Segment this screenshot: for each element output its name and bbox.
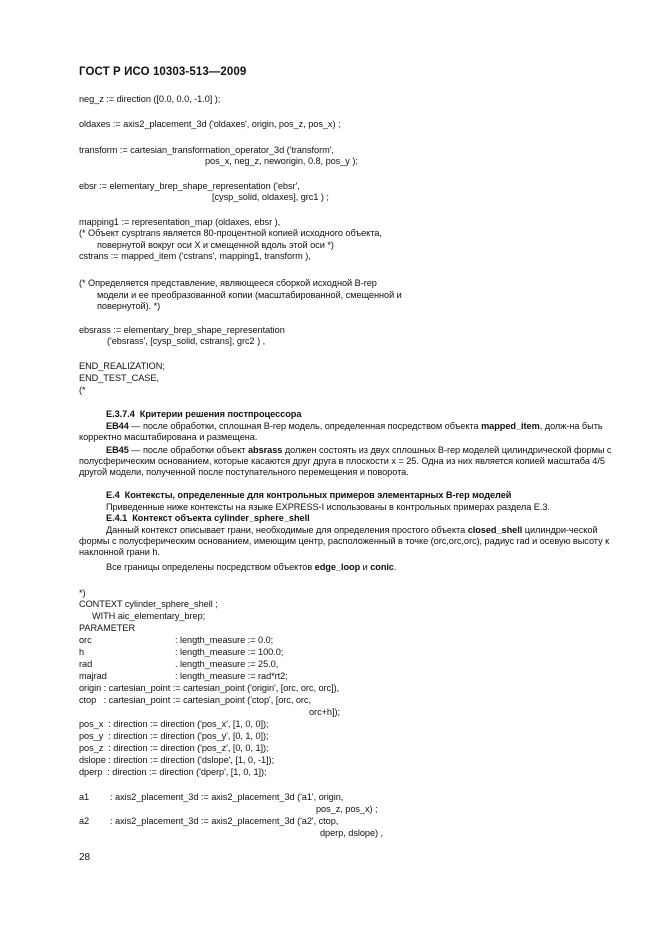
code-line: pos_z : direction := direction ('pos_z', [0, 0, 1]); [79, 743, 269, 753]
criterion-id: ЕВ45 [106, 445, 129, 455]
code-line: : length_measure := 0.0; [175, 635, 274, 645]
code-line: neg_z := direction ([0.0, 0.0, -1.0] ); [79, 94, 221, 104]
page-header-title: ГОСТ Р ИСО 10303-513—2009 [79, 66, 247, 78]
code-line: dslope : direction := direction ('dslope', [1, 0, -1]); [79, 755, 275, 765]
paragraph-eb45: ЕВ45 — после обработки объект absrass должен состоять из двух сплошных В-rep моделей цилиндрической формы с полусферическим основанием, которые касаются друг друга в плоскости x = 25. Одна из них является копией масштаба 4/5 другой модели, полученной после поступательного перемещения и поворота. [79, 445, 612, 477]
code-line: a2 [79, 816, 90, 826]
section-heading-e4: Е.4 Контексты, определенные для контрольных примеров элементарных В-rep моделей [106, 490, 512, 500]
code-comment: повернутой). *) [97, 301, 161, 311]
code-line: . length_measure := 25.0, [175, 659, 279, 669]
code-line: : length_measure := 100.0; [175, 647, 284, 657]
code-line: orc [79, 635, 92, 645]
code-line: pos_x : direction := direction ('pos_x', [1, 0, 0]); [79, 719, 269, 729]
code-line: END_REALIZATION; [79, 361, 165, 371]
code-comment: повернутой вокруг оси X и смещенной вдоль этой оси *) [97, 240, 334, 250]
code-line: *) [79, 588, 86, 598]
code-line: pos_x, neg_z, neworigin, 0.8, pos_y ); [205, 156, 358, 166]
code-line: : axis2_placement_3d := axis2_placement_3d ('a2', ctop, [110, 816, 339, 826]
code-line: : length_measure := rad*rt2; [175, 671, 288, 681]
code-line: a1 [79, 792, 90, 802]
code-line: ('ebsrass', [cysp_solid, cstrans], grc2 ) , [107, 336, 266, 346]
code-line: dperp : direction := direction ('dperp', [1, 0, 1]); [79, 767, 267, 777]
criterion-id: ЕВ44 [106, 421, 129, 431]
section-heading-e3-7-4 [106, 409, 301, 420]
code-line: ebsr := elementary_brep_shape_representation ('ebsr', [79, 181, 300, 191]
code-line: pos_z, pos_x) ; [316, 804, 378, 814]
code-line: origin : cartesian_point := cartesian_point ('origin', [orc, orc, orc]), [79, 683, 340, 693]
code-line: mapping1 := representation_map (oldaxes, ebsr ), [79, 217, 281, 227]
code-line: h [79, 647, 85, 657]
paragraph-e4: Приведенные ниже контексты на языке EXPRESS-I использованы в контрольных примерах раздела Е.3. [106, 502, 550, 512]
section-number: Е.3.7.4 [106, 409, 135, 419]
code-line: oldaxes := axis2_placement_3d ('oldaxes', origin, pos_z, pos_x) ; [79, 119, 341, 129]
code-line: ctop : cartesian_point := cartesian_point ('ctop', [orc, orc, [79, 695, 311, 705]
section-title: Критерии решения постпроцессора [139, 409, 302, 419]
code-line: : axis2_placement_3d := axis2_placement_3d ('a1', origin, [110, 792, 344, 802]
code-line: [cysp_solid, oldaxes], grc1 ) ; [212, 192, 329, 202]
paragraph-eb44: ЕВ44 — после обработки, сплошная В-rep модель, определенная посредством объекта mapped_item, долж-на быть корректно масштабирована и размещена. [79, 421, 603, 442]
code-comment: (* Определяется представление, являющееся сборкой исходной В-rep [79, 278, 377, 288]
code-comment: модели и ее преобразованной копии (масштабированной, смещенной и [97, 290, 402, 300]
code-line: WITH aic_elementary_brep; [92, 611, 206, 621]
code-line: CONTEXT cylinder_sphere_shell ; [79, 599, 218, 609]
code-line: rad [79, 659, 93, 669]
code-line: transform := cartesian_transformation_operator_3d ('transform', [79, 145, 334, 155]
paragraph-e4-1: Данный контекст описывает грани, необходимые для определения простого объекта closed_shell цилиндри-ческой формы с полусферическим основанием, имеющим центр, расположенный в точке (orc,orc,orc), радиус rad и осевую высоту к наклонной грани h. [79, 525, 610, 557]
code-line: pos_y : direction := direction ('pos_y', [0, 1, 0]); [79, 731, 269, 741]
page-number: 28 [79, 852, 91, 863]
code-line: ebsrass := elementary_brep_shape_representation [79, 325, 285, 335]
paragraph-boundaries: Все границы определены посредством объектов edge_loop и conic. [106, 562, 397, 572]
section-heading-e4-1: Е.4.1 Контекст объекта cylinder_sphere_shell [106, 513, 310, 523]
code-comment: (* Объект cysptrans является 80-процентной копией исходного объекта, [79, 228, 382, 238]
code-line: END_TEST_CASE, [79, 373, 159, 383]
code-line: orc+h]); [309, 707, 341, 717]
code-line: (* [79, 385, 86, 395]
code-line: PARAMETER [79, 623, 136, 633]
code-line: dperp, dslope) , [320, 828, 384, 838]
code-line: majrad [79, 671, 107, 681]
code-line: cstrans := mapped_item ('cstrans', mapping1, transform ), [79, 251, 311, 261]
